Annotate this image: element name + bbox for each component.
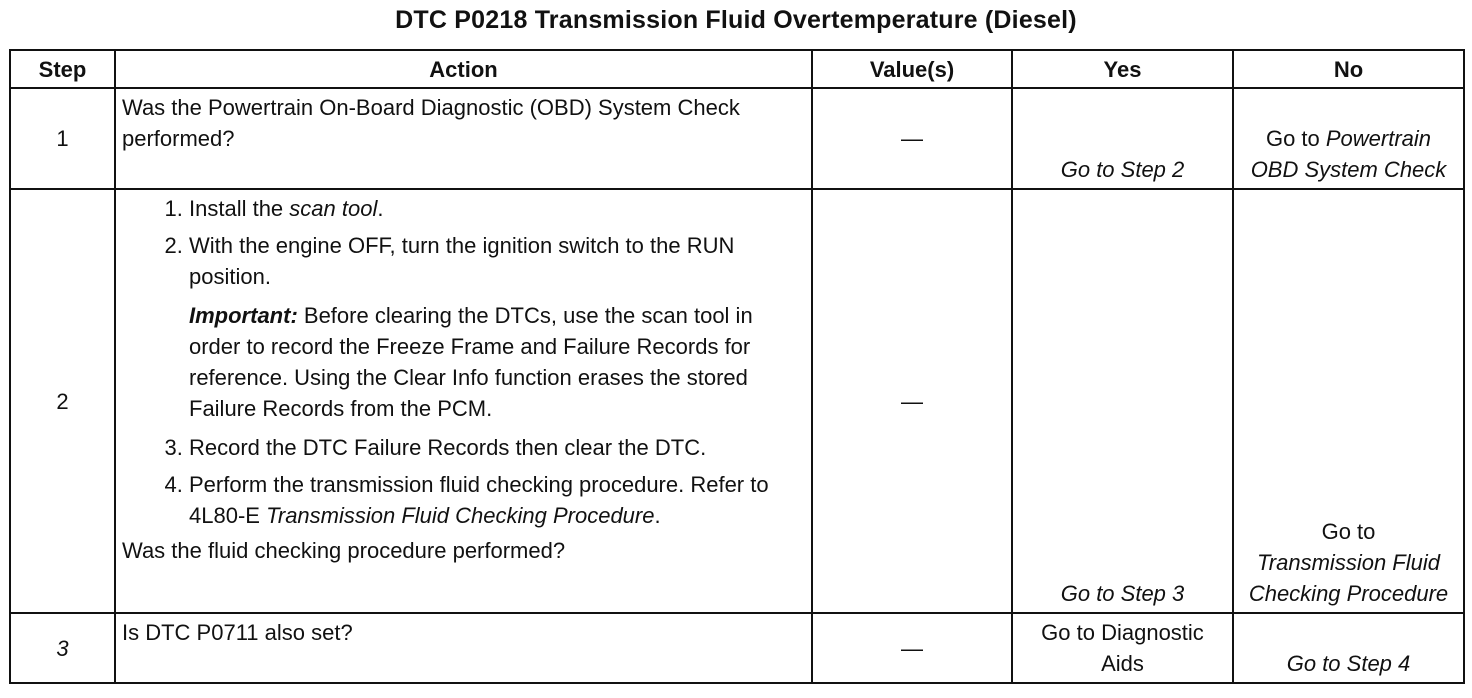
procedure-list bbox=[122, 193, 805, 531]
no-cell bbox=[1233, 88, 1464, 189]
step-italic: scan tool bbox=[289, 196, 378, 221]
no-text: Go to bbox=[1265, 126, 1326, 151]
action-steps bbox=[115, 189, 812, 613]
step-number: 3 bbox=[10, 613, 115, 683]
table-row bbox=[10, 189, 1464, 613]
step-text: Record the DTC Failure Records then clear the DTC. bbox=[189, 435, 707, 460]
no-link: Transmission Fluid Checking Procedure bbox=[1248, 550, 1449, 606]
step-italic: Transmission Fluid Checking Procedure bbox=[266, 503, 655, 528]
table-row bbox=[10, 88, 1464, 189]
header-values: Value(s) bbox=[812, 50, 1012, 88]
table-row bbox=[10, 613, 1464, 683]
procedure-step bbox=[189, 469, 805, 531]
page-title: DTC P0218 Transmission Fluid Overtemperature (Diesel) bbox=[395, 6, 1077, 34]
action-text: Is DTC P0711 also set? bbox=[115, 613, 812, 683]
table-header-row bbox=[10, 50, 1464, 88]
step-number: 2 bbox=[10, 189, 115, 613]
question-text: Was the fluid checking procedure performed? bbox=[122, 538, 566, 563]
header-action: Action bbox=[115, 50, 812, 88]
step-text: . bbox=[377, 196, 384, 221]
no-text: Go to bbox=[1321, 519, 1376, 544]
step-text: Install the bbox=[189, 196, 290, 221]
value-cell: — bbox=[812, 189, 1012, 613]
important-text: Before clearing the DTCs, use the scan tool in order to record the Freeze Frame and Failure Records for reference. Using the Clear Info function erases the stored Failure Records from the PCM. bbox=[189, 303, 753, 421]
procedure-step bbox=[189, 230, 805, 292]
header-yes: Yes bbox=[1012, 50, 1233, 88]
action-text: Was the Powertrain On-Board Diagnostic (OBD) System Check performed? bbox=[115, 88, 812, 189]
step-text: With the engine OFF, turn the ignition switch to the RUN position. bbox=[189, 233, 735, 289]
yes-cell: Go to Step 2 bbox=[1012, 88, 1233, 189]
header-no: No bbox=[1233, 50, 1464, 88]
procedure-step bbox=[189, 193, 805, 224]
step-number: 1 bbox=[10, 88, 115, 189]
important-label: Important: bbox=[189, 303, 298, 328]
value-cell: — bbox=[812, 88, 1012, 189]
no-cell bbox=[1233, 189, 1464, 613]
yes-cell: Go to Diagnostic Aids bbox=[1012, 613, 1233, 683]
header-step: Step bbox=[10, 50, 115, 88]
important-note bbox=[189, 300, 805, 424]
step-text: Perform the transmission fluid checking procedure. Refer to 4L80-E bbox=[189, 472, 769, 528]
diagnostic-table bbox=[9, 49, 1465, 684]
value-cell: — bbox=[812, 613, 1012, 683]
yes-cell: Go to Step 3 bbox=[1012, 189, 1233, 613]
step-text: . bbox=[654, 503, 661, 528]
no-cell: Go to Step 4 bbox=[1233, 613, 1464, 683]
no-link: Powertrain OBD System Check bbox=[1250, 126, 1447, 182]
procedure-step bbox=[189, 432, 805, 463]
